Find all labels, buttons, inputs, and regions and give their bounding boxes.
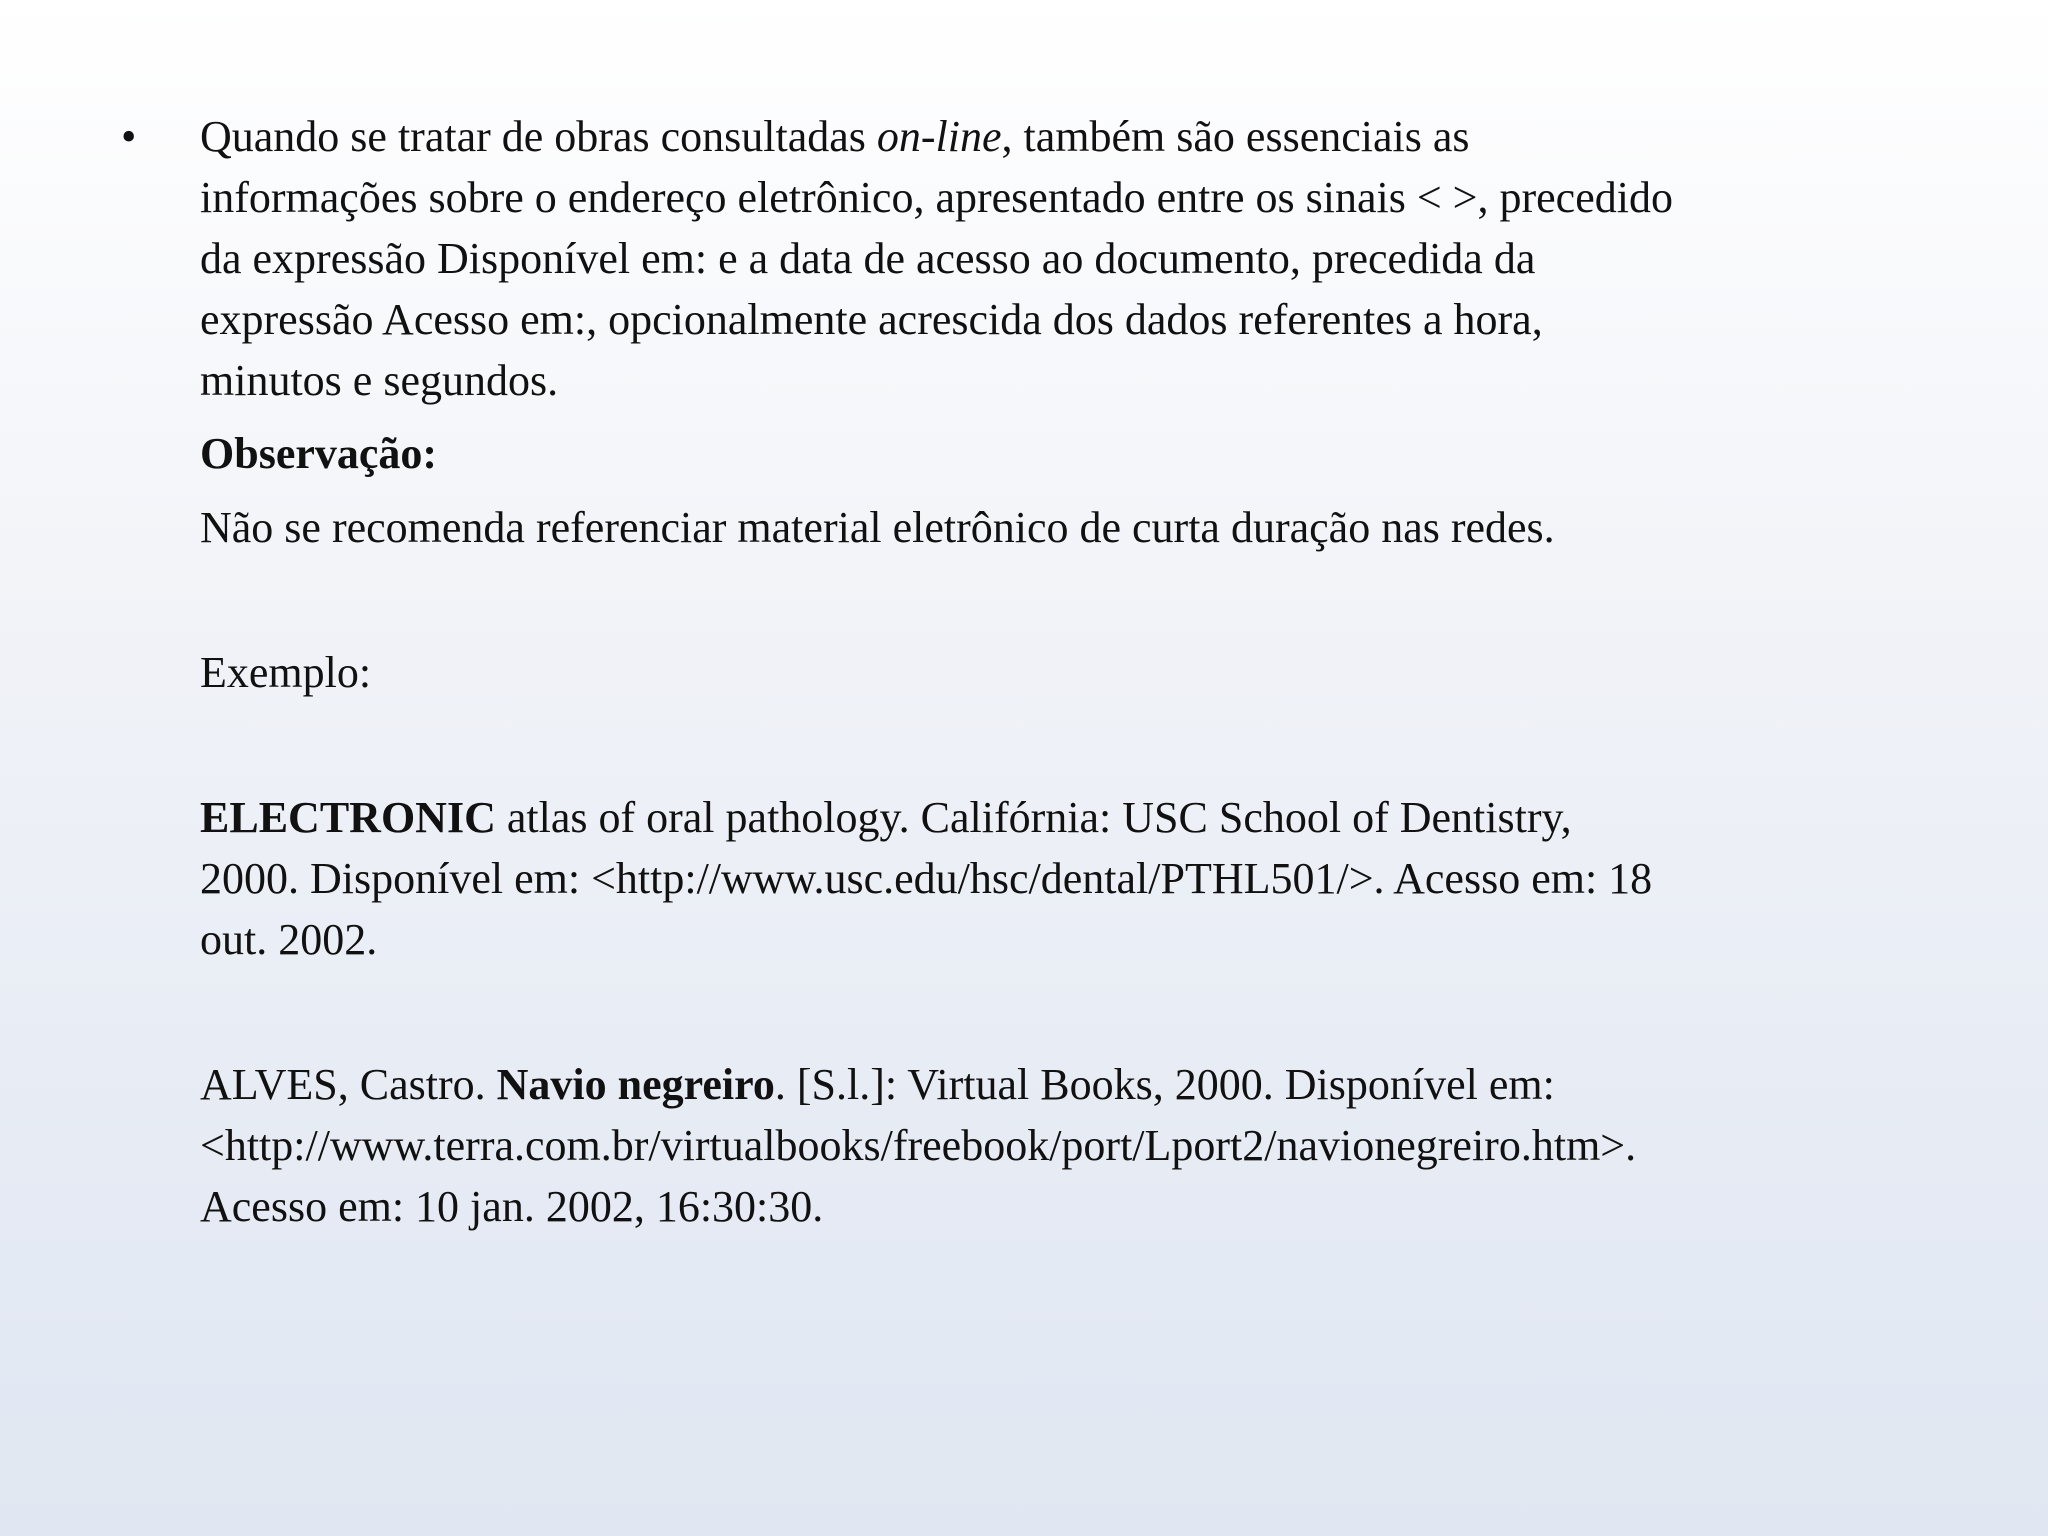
paragraph-line-3: da expressão Disponível em: e a data de acesso ao documento, precedida da bbox=[200, 234, 1536, 283]
reference1-entry: ELECTRONIC bbox=[200, 793, 496, 842]
reference2-title: Navio negreiro bbox=[496, 1060, 775, 1109]
bullet-point: • bbox=[121, 112, 137, 161]
observation-text: Não se recomenda referenciar material eletrônico de curta duração nas redes. bbox=[200, 503, 1555, 552]
reference-navio-negreiro bbox=[200, 1054, 1920, 1237]
reference1-line-3: out. 2002. bbox=[200, 915, 378, 964]
paragraph-line-5: minutos e segundos. bbox=[200, 356, 559, 405]
paragraph-line-1: Quando se tratar de obras consultadas on-line, também são essenciais as bbox=[200, 112, 1470, 161]
reference1-line-2: 2000. Disponível em: <http://www.usc.edu/hsc/dental/PTHL501/>. Acesso em: 18 bbox=[200, 854, 1653, 903]
slide-content bbox=[200, 106, 1920, 1237]
reference2-line-3: Acesso em: 10 jan. 2002, 16:30:30. bbox=[200, 1182, 824, 1231]
reference2-line-2: <http://www.terra.com.br/virtualbooks/freebook/port/Lport2/navionegreiro.htm>. bbox=[200, 1121, 1637, 1170]
reference2-line-1: ALVES, Castro. Navio negreiro. [S.l.]: Virtual Books, 2000. Disponível em: bbox=[200, 1060, 1555, 1109]
main-paragraph bbox=[200, 106, 1920, 411]
reference1-line-1: ELECTRONIC atlas of oral pathology. Califórnia: USC School of Dentistry, bbox=[200, 793, 1572, 842]
paragraph-line-2: informações sobre o endereço eletrônico, apresentado entre os sinais < >, precedido bbox=[200, 173, 1673, 222]
paragraph-line-4: expressão Acesso em:, opcionalmente acrescida dos dados referentes a hora, bbox=[200, 295, 1543, 344]
observation-title: Observação: bbox=[200, 429, 438, 478]
online-term: on-line bbox=[876, 112, 1002, 161]
example-label: Exemplo: bbox=[200, 648, 372, 697]
reference-electronic-atlas bbox=[200, 787, 1920, 970]
